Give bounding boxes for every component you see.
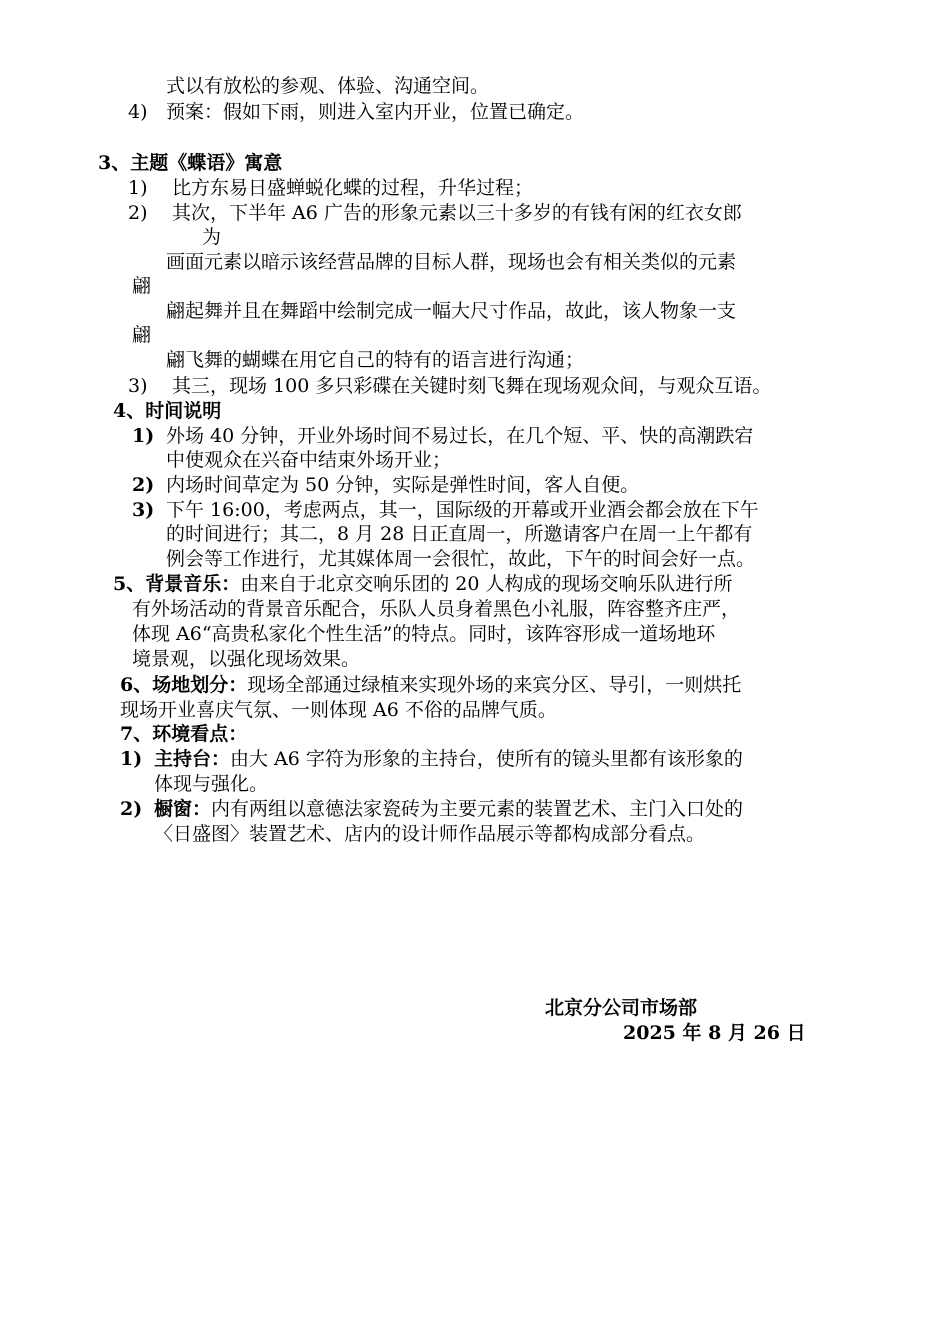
item-text: 其三，现场 100 多只彩碟在关键时刻飞舞在现场观众间，与观众互语。 [172,375,772,397]
list-item [132,424,753,448]
section-5-paragraph [113,572,733,596]
item-number: 2) [132,474,155,496]
item-number: 2) [120,798,143,820]
item-continuation: 翩飞舞的蝴蝶在用它自己的特有的语言进行沟通； [166,349,585,371]
continued-line: 式以有放松的参观、体验、沟通空间。 [166,75,490,97]
item-text: 由大 A6 字符为形象的主持台，使所有的镜头里都有该形象的 [230,748,743,770]
item-text: 预案：假如下雨，则进入室内开业，位置已确定。 [166,101,585,123]
wrap-fragment: 为 [202,226,222,248]
list-item [120,797,743,821]
list-item [128,176,533,200]
paragraph-line: 境景观，以强化现场效果。 [132,648,361,670]
item-continuation: 翩起舞并且在舞蹈中绘制完成一幅大尺寸作品，故此，该人物象一支 [166,300,737,322]
paragraph-text: 现场全部通过绿植来实现外场的来宾分区、导引，一则烘托 [247,674,742,696]
wrap-fragment: 翩 [132,324,152,346]
item-continuation: 〈日盛图〉装置艺术、店内的设计师作品展示等都构成部分看点。 [154,823,706,845]
paragraph-text: 由来自于北京交响乐团的 20 人构成的现场交响乐队进行所 [240,573,733,595]
item-label: 主持台： [154,748,231,770]
item-continuation: 中使观众在兴奋中结束外场开业； [166,449,452,471]
item-continuation: 例会等工作进行，尤其媒体周一会很忙，故此，下午的时间会好一点。 [166,548,756,570]
item-text: 内有两组以意德法家瓷砖为主要元素的装置艺术、主门入口处的 [211,798,744,820]
item-number: 3) [132,499,155,521]
section-heading-7: 7、环境看点： [120,723,248,745]
item-number: 3) [128,375,148,397]
section-heading-5: 5、背景音乐： [113,573,241,595]
item-continuation: 的时间进行；其二，8 月 28 日正直周一，所邀请客户在周一上午都有 [166,523,753,545]
section-heading-3: 3、主题《蝶语》寓意 [98,152,283,174]
section-6-paragraph [120,673,741,697]
paragraph-line: 有外场活动的背景音乐配合，乐队人员身着黑色小礼服，阵容整齐庄严， [132,598,741,620]
item-continuation: 体现与强化。 [154,773,269,795]
list-item [128,201,742,225]
signature-date: 2025 年 8 月 26 日 [623,1022,806,1044]
wrap-fragment: 翩 [132,275,152,297]
section-heading-6: 6、场地划分： [120,674,248,696]
signature-department: 北京分公司市场部 [545,997,698,1019]
item-text: 其次，下半年 A6 广告的形象元素以三十多岁的有钱有闲的红衣女郎 [172,202,742,224]
list-item [128,100,584,124]
list-item [132,473,639,497]
section-heading-4: 4、时间说明 [113,400,222,422]
item-text: 比方东易日盛蝉蜕化蝶的过程，升华过程； [172,177,534,199]
item-text: 内场时间草定为 50 分钟，实际是弹性时间，客人自便。 [166,474,640,496]
item-number: 1) [128,177,148,199]
list-item [120,747,743,771]
item-continuation: 画面元素以暗示该经营品牌的目标人群，现场也会有相关类似的元素 [166,251,737,273]
item-number: 1) [132,425,155,447]
paragraph-line: 体现 A6“高贵私家化个性生活”的特点。同时，该阵容形成一道场地环 [132,623,716,645]
item-label: 橱窗： [154,798,212,820]
item-text: 下午 16:00，考虑两点，其一，国际级的开幕或开业酒会都会放在下午 [166,499,759,521]
item-number: 4) [128,101,148,123]
list-item [132,498,759,522]
item-text: 外场 40 分钟，开业外场时间不易过长，在几个短、平、快的高潮跌宕 [166,425,754,447]
item-number: 2) [128,202,148,224]
list-item [128,374,771,398]
item-number: 1) [120,748,143,770]
paragraph-line: 现场开业喜庆气氛、一则体现 A6 不俗的品牌气质。 [120,699,557,721]
